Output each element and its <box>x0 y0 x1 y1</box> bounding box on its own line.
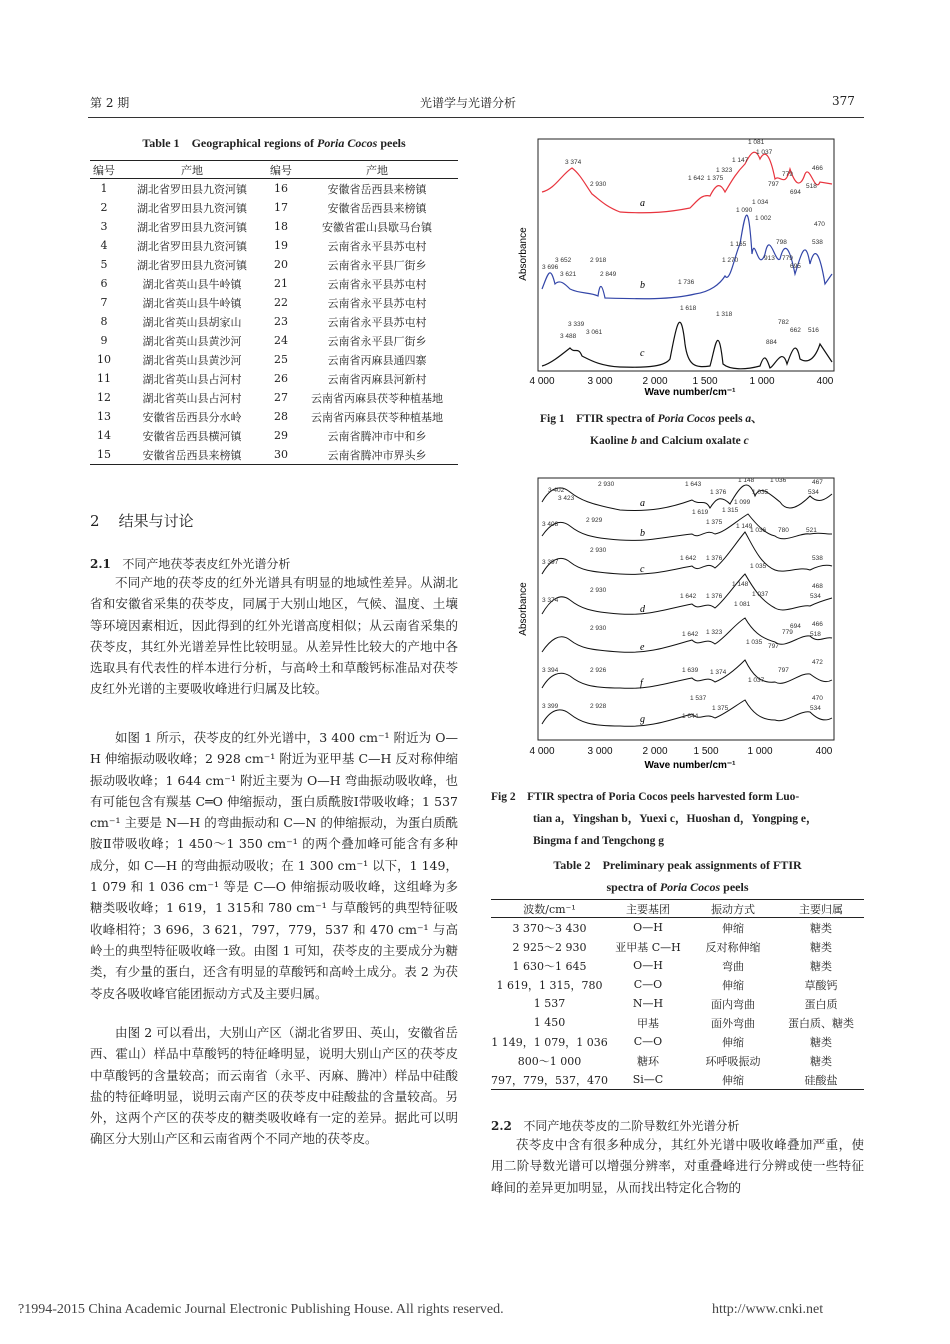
table2-cell: 弯曲 <box>721 959 744 973</box>
table1-cell: 8 <box>100 315 108 328</box>
table1-row <box>90 426 458 445</box>
table1-cell: 云南省永平县苏屯村 <box>327 296 427 310</box>
table2-cell: 糖类 <box>809 1054 832 1068</box>
fig2-peak-label: 3 394 <box>542 667 559 674</box>
table1-row <box>90 350 458 369</box>
fig1-peak-label: 662 <box>790 327 801 334</box>
fig2-peak-label: 1 374 <box>710 669 727 676</box>
table1-cell: 16 <box>274 182 288 195</box>
table1-row <box>90 274 458 293</box>
fig2-curve-label: d <box>640 604 645 615</box>
fig1-peak-label: 3 374 <box>565 159 582 166</box>
table1-row <box>90 312 458 331</box>
table1-cell: 云南省丙麻县茯苓种植基地 <box>311 391 443 405</box>
table2-cell: 糖环 <box>636 1054 659 1068</box>
table1-cell: 3 <box>100 220 108 233</box>
table1-cell: 云南省丙麻县通四寨 <box>327 353 427 367</box>
fig1-xtick: 1 500 <box>692 376 718 387</box>
fig1-xtick: 4 000 <box>529 376 555 387</box>
fig1-peak-label: 466 <box>812 165 823 172</box>
fig1-xtick: 2 000 <box>642 376 668 387</box>
fig1-xtick: 400 <box>816 376 834 387</box>
fig2-peak-label: 1 099 <box>734 499 751 506</box>
fig2-peak-label: 1 639 <box>682 667 699 674</box>
fig2-xtick: 400 <box>815 746 833 757</box>
table1-cell: 云南省腾冲市界头乡 <box>296 445 458 465</box>
fig1-ylabel: Absorbance <box>518 227 529 281</box>
table1-header: 编号 <box>90 161 118 179</box>
fig2-curve-f <box>542 660 832 688</box>
fig2-peak-label: 468 <box>812 583 823 590</box>
fig2-peak-label: 534 <box>808 489 819 496</box>
paragraph-4: 茯苓皮中含有很多种成分，其红外光谱中吸收峰叠加严重，使用二阶导数光谱可以增强分辨率，对重叠峰进行分辨或使一些特征峰间的差异更加明显，从而找出特定化合物的 <box>491 1137 864 1195</box>
fig2-peak-label: 1 376 <box>710 489 727 496</box>
fig1-peak-label: 2 918 <box>590 257 607 264</box>
table2-row <box>491 1013 864 1032</box>
fig2-peak-label: 472 <box>812 659 823 666</box>
table2-cell: 面外弯曲 <box>710 1016 755 1030</box>
table2-row <box>491 1051 864 1070</box>
fig1-peak-label: 1 037 <box>756 149 773 156</box>
table2-cell: 蛋白质、糖类 <box>787 1016 854 1030</box>
table1-row <box>90 198 458 217</box>
table2-header: 主要基团 <box>608 900 688 918</box>
fig2-peak-label: 1 036 <box>770 477 787 484</box>
table1-cell: 5 <box>100 258 108 271</box>
table1-cell: 2 <box>100 201 108 214</box>
table2-row <box>491 937 864 956</box>
fig1-peak-label: 779 <box>782 255 793 262</box>
fig2-peak-label: 3 374 <box>542 597 559 604</box>
table1-header: 产地 <box>118 161 266 179</box>
fig2-peak-label: 797 <box>778 667 789 674</box>
fig2-peak-label: 1 315 <box>722 507 739 514</box>
table2-cell: 环呼吸振动 <box>705 1054 761 1068</box>
fig1-curve-a <box>542 152 832 213</box>
table1-row <box>90 179 458 199</box>
fig1-curve-label-c: c <box>640 348 645 359</box>
fig1-peak-label: 1 002 <box>755 215 772 222</box>
table2-cell: 伸缩 <box>688 1070 778 1090</box>
table2-cell: N—H <box>632 997 664 1010</box>
fig1-peak-label: 884 <box>766 339 777 346</box>
fig1-peak-label: 1 736 <box>678 279 695 286</box>
table1-cell: 湖北省英山县占河村 <box>142 372 242 386</box>
table1-row <box>90 331 458 350</box>
table2-row <box>491 994 864 1013</box>
table1-cell: 安徽省岳西县来榜镇 <box>118 445 266 465</box>
fig2-peak-label: 1 619 <box>692 509 709 516</box>
fig1-peak-label: 3 621 <box>560 271 577 278</box>
fig2-xlabel: Wave number/cm⁻¹ <box>644 760 736 771</box>
fig2-peak-label: 3 399 <box>542 703 559 710</box>
table2-header: 主要归属 <box>778 900 864 918</box>
fig2-xtick: 4 000 <box>529 746 555 757</box>
table2-cell: 蛋白质 <box>804 997 838 1011</box>
section-heading: 2 结果与讨论 <box>90 512 194 530</box>
table1-header: 编号 <box>266 161 296 179</box>
fig2-peak-label: 3 408 <box>542 521 559 528</box>
table1-row <box>90 445 458 465</box>
fig1-peak-label: 782 <box>778 319 789 326</box>
table1-cell: 安徽省岳西县横河镇 <box>142 429 242 443</box>
table1-cell: 云南省永平县苏屯村 <box>327 315 427 329</box>
fig2-peak-label: 3 402 <box>548 487 565 494</box>
fig1-peak-label: 1 323 <box>716 167 733 174</box>
fig1-xtick: 3 000 <box>587 376 613 387</box>
fig2-curve-label: f <box>640 678 643 689</box>
table2-cell: 3 370～3 430 <box>512 921 587 935</box>
table2-row <box>491 1032 864 1051</box>
table2-cell: 硅酸盐 <box>778 1070 864 1090</box>
table1-cell: 18 <box>274 220 288 233</box>
table2-header: 振动方式 <box>688 900 778 918</box>
paragraph-1: 不同产地的茯苓皮的红外光谱具有明显的地域性差异。从湖北省和安徽省采集的茯苓皮，同属于大别山地区，气候、温度、土壤等环境因素相近，因此得到的红外光谱高度相似；从云南省采集的茯苓皮，其红外光谱差异性比较明显。从差异性比较大的产地中各选取具有代表性的样本进行分析，与高岭土和草酸钙标准品对茯苓皮红外光谱的主要吸收峰进行归属及比较。 <box>90 575 458 697</box>
table2-cell: 1 450 <box>533 1016 566 1029</box>
table2 <box>491 899 864 1090</box>
table1-cell: 13 <box>97 410 111 423</box>
table2-cell: 1 537 <box>533 997 566 1010</box>
fig1-peak-label: 1 081 <box>748 139 765 146</box>
fig1-peak-label: 1 147 <box>732 157 749 164</box>
fig2-peak-label: 1 035 <box>746 639 763 646</box>
fig2-peak-label: 467 <box>812 479 823 486</box>
fig1-peak-label: 1 090 <box>736 207 753 214</box>
table2-row <box>491 975 864 994</box>
fig2-peak-label: 1 081 <box>734 601 751 608</box>
fig2-curve-a <box>542 485 832 511</box>
header-page: 377 <box>832 94 855 108</box>
fig2-peak-label: 466 <box>812 621 823 628</box>
fig2-peak-label: 1 376 <box>706 593 723 600</box>
fig1-peak-label: 3 488 <box>560 333 577 340</box>
fig1-peak-label: 1 165 <box>730 241 747 248</box>
figure-2 <box>520 474 840 774</box>
table1 <box>90 160 458 465</box>
table1-cell: 湖北省英山县黄沙河 <box>142 334 242 348</box>
table1-cell: 1 <box>100 182 108 195</box>
fig2-peak-label: 797 <box>768 643 779 650</box>
table1-cell: 湖北省英山县胡家山 <box>142 315 242 329</box>
fig1-peak-label: 538 <box>812 239 823 246</box>
table2-cell: 糖类 <box>809 1035 832 1049</box>
fig2-peak-label: 1 375 <box>712 705 729 712</box>
footer-url[interactable]: http://www.cnki.net <box>712 1302 824 1317</box>
fig1-peak-label: 1 034 <box>752 199 769 206</box>
fig2-peak-label: 1 148 <box>738 477 755 484</box>
table1-row <box>90 407 458 426</box>
table2-cell: O—H <box>633 921 663 934</box>
table1-row <box>90 369 458 388</box>
table2-row <box>491 956 864 975</box>
fig2-peak-label: 521 <box>806 527 817 534</box>
table1-cell: 云南省丙麻县茯苓种植基地 <box>311 410 443 424</box>
fig1-peak-label: 695 <box>790 263 801 270</box>
table1-cell: 湖北省英山县占河村 <box>142 391 242 405</box>
table1-cell: 30 <box>266 445 296 465</box>
table2-cell: 甲基 <box>636 1016 659 1030</box>
fig1-peak-label: 3 696 <box>542 264 559 271</box>
table1-row <box>90 255 458 274</box>
fig2-xtick: 2 000 <box>642 746 668 757</box>
table1-cell: 湖北省罗田县九资河镇 <box>137 201 247 215</box>
table2-cell: C—O <box>633 1035 663 1048</box>
table1-cell: 湖北省罗田县九资河镇 <box>137 239 247 253</box>
table1-cell: 20 <box>274 258 288 271</box>
fig2-peak-label: 518 <box>810 631 821 638</box>
table2-cell: 糖类 <box>809 940 832 954</box>
table1-cell: 安徽省岳西县分水岭 <box>142 410 242 424</box>
fig1-peak-label: 1 375 <box>707 175 724 182</box>
table1-cell: 14 <box>97 429 111 442</box>
fig1-peak-label: 2 930 <box>590 181 607 188</box>
footer-copyright: ?1994-2015 China Academic Journal Electronic Publishing House. All rights reserved. <box>18 1302 504 1317</box>
table2-cell: O—H <box>633 959 663 972</box>
table1-cell: 10 <box>97 353 111 366</box>
table1-cell: 湖北省罗田县九资河镇 <box>137 258 247 272</box>
table2-cell: 797，779，537，470 <box>491 1070 608 1090</box>
fig2-peak-label: 1 376 <box>706 555 723 562</box>
fig2-peak-label: 2 930 <box>590 547 607 554</box>
fig2-peak-label: 534 <box>810 705 821 712</box>
table2-caption: Table 2 Preliminary peak assignments of FTIR spectra of Poria Cocos peels <box>553 858 802 894</box>
table1-cell: 25 <box>274 353 288 366</box>
paragraph-3: 由图 2 可以看出，大别山产区（湖北省罗田、英山，安徽省岳西、霍山）样品中草酸钙的特征峰明显，说明大别山产区的茯苓皮中草酸钙的含量较高；而云南省（永平、丙麻、腾冲）样品中硅酸盐的特征峰明显，说明云南产区的茯苓皮中硅酸盐的含量较高。另外，这两个产区的茯苓皮的糖类吸收峰有一定的差异。据此可以明确区分大别山产区和云南省两个不同产地的茯苓皮。 <box>90 1025 458 1147</box>
table2-cell: 1 630～1 645 <box>512 959 587 973</box>
table2-cell: 伸缩 <box>721 978 744 992</box>
subsection-2-1: 2.1 不同产地茯苓表皮红外光谱分析 <box>90 557 291 571</box>
header-rule <box>88 117 864 118</box>
fig2-peak-label: 2 930 <box>598 481 615 488</box>
fig2-curve-label: a <box>640 498 645 509</box>
table2-cell: 1 149，1 079，1 036 <box>491 1035 608 1049</box>
table1-cell: 6 <box>100 277 108 290</box>
fig2-xtick: 1 000 <box>747 746 773 757</box>
fig1-caption: Fig 1 FTIR spectra of Poria Cocos peels a、 Kaoline b and Calcium oxalate c <box>540 413 763 447</box>
fig1-peak-label: 1 270 <box>722 257 739 264</box>
fig2-curve-label: e <box>640 642 645 653</box>
table2-cell: C—O <box>633 978 663 991</box>
table2-cell: Si—C <box>608 1070 688 1090</box>
fig2-peak-label: 1 037 <box>748 677 765 684</box>
table1-cell: 27 <box>274 391 288 404</box>
table2-cell: 2 925～2 930 <box>512 940 587 954</box>
table1-row <box>90 388 458 407</box>
table1-cell: 17 <box>274 201 288 214</box>
fig1-peak-label: 797 <box>768 181 779 188</box>
fig2-peak-label: 3 397 <box>542 559 559 566</box>
fig1-curve-label-a: a <box>640 198 645 209</box>
fig1-peak-label: 2 849 <box>600 271 617 278</box>
fig2-peak-label: 1 375 <box>706 519 723 526</box>
table2-cell: 亚甲基 C—H <box>615 940 681 954</box>
fig2-peak-label: 1 643 <box>685 481 702 488</box>
table2-row <box>491 1070 864 1090</box>
fig2-peak-label: 1 036 <box>750 527 767 534</box>
fig2-peak-label: 538 <box>812 555 823 562</box>
fig1-peak-label: 3 652 <box>555 257 572 264</box>
fig2-peak-label: 2 930 <box>590 587 607 594</box>
fig2-caption: Fig 2 FTIR spectra of Poria Cocos peels harvested form Luo- tian a，Yingshan b，Yuexi c，Huoshan d，Yongping e， Bingma f and Tengchong g <box>491 791 818 847</box>
table2-cell: 1 619，1 315，780 <box>496 978 603 992</box>
table1-cell: 11 <box>97 372 111 385</box>
fig1-xtick: 1 000 <box>749 376 775 387</box>
table1-cell: 23 <box>274 315 288 328</box>
fig1-peak-label: 470 <box>814 221 825 228</box>
table1-cell: 云南省腾冲市中和乡 <box>327 429 427 443</box>
fig2-ylabel: Absorbance <box>518 582 529 636</box>
table2-cell: 伸缩 <box>721 1035 744 1049</box>
table2-cell: 面内弯曲 <box>710 997 755 1011</box>
fig2-peak-label: 1 642 <box>682 631 699 638</box>
figure-1 <box>520 134 840 396</box>
fig1-peak-label: 1 642 <box>688 175 705 182</box>
table1-row <box>90 217 458 236</box>
fig2-peak-label: 1 537 <box>690 695 707 702</box>
fig2-peak-label: 2 928 <box>590 703 607 710</box>
fig2-peak-label: 694 <box>790 623 801 630</box>
fig2-peak-label: 1 642 <box>680 593 697 600</box>
fig1-peak-label: 798 <box>776 239 787 246</box>
fig2-peak-label: 779 <box>782 629 793 636</box>
fig1-peak-label: 3 061 <box>586 329 603 336</box>
subsection-2-2: 2.2 不同产地茯苓皮的二阶导数红外光谱分析 <box>491 1119 740 1133</box>
table1-caption: Table 1 Geographical regions of Poria Cocos peels <box>142 136 406 150</box>
table1-cell: 19 <box>274 239 288 252</box>
fig1-peak-label: 518 <box>806 183 817 190</box>
table1-cell: 安徽省霍山县歇马台镇 <box>322 220 432 234</box>
fig2-peak-label: 1 148 <box>732 581 749 588</box>
table1-cell: 28 <box>274 410 288 423</box>
table1-cell: 7 <box>100 296 108 309</box>
header-journal: 光谱学与光谱分析 <box>420 96 517 110</box>
table1-cell: 22 <box>274 296 288 309</box>
table1-cell: 安徽省岳西县来榜镇 <box>327 201 427 215</box>
fig1-peak-label: 779 <box>782 171 793 178</box>
fig1-peak-label: 516 <box>808 327 819 334</box>
table1-cell: 4 <box>100 239 108 252</box>
fig2-peak-label: 1 035 <box>752 489 769 496</box>
table1-cell: 湖北省英山县牛岭镇 <box>142 296 242 310</box>
table1-cell: 云南省永平县厂街乡 <box>327 334 427 348</box>
fig2-peak-label: 1 037 <box>752 591 769 598</box>
fig1-peak-label: 1 318 <box>716 311 733 318</box>
table1-cell: 云南省永平县厂街乡 <box>327 258 427 272</box>
fig2-peak-label: 534 <box>810 593 821 600</box>
table1-cell: 安徽省岳西县来榜镇 <box>327 182 427 196</box>
fig2-peak-label: 1 323 <box>706 629 723 636</box>
table1-cell: 15 <box>90 445 118 465</box>
table2-cell: 糖类 <box>809 921 832 935</box>
table2-cell: 800～1 000 <box>517 1054 582 1068</box>
fig2-peak-label: 470 <box>812 695 823 702</box>
paragraph-2: 如图 1 所示，茯苓皮的红外光谱中，3 400 cm⁻¹ 附近为 O—H 伸缩振动吸收峰；2 928 cm⁻¹ 附近为亚甲基 C—H 反对称伸缩振动吸收峰；1 644 cm⁻¹ 附近主要为 O—H 弯曲振动吸收峰，也有可能包含有羰基 C═O 伸缩振动，蛋白质酰胺Ⅰ带吸收峰；1 537 cm⁻¹ 主要是 N—H 的弯曲振动和 C—N 的伸缩振动，为蛋白质酰胺Ⅱ带吸收峰；1 450～1 350 cm⁻¹ 的两个叠加峰可能含有多种成分，如 C—H 的弯曲振动吸收；在 1 300 cm⁻¹ 以下，1 149，1 079 和 1 036 cm⁻¹ 等是 C—O 伸缩振动吸收峰，这组峰为多糖类吸收峰；1 619，1 315和 780 cm⁻¹ 与草酸钙的典型特征吸收峰相符；3 696，3 621，797，779，537 和 470 cm⁻¹ 与高岭土的典型特征吸收峰一致。由图 1 可知，茯苓皮的主要成分为糖类，有少量的蛋白，还含有明显的草酸钙和高岭土成分。表 2 为茯苓皮各吸收峰官能团振动方式及主要归属。 <box>90 730 458 1001</box>
table2-cell: 糖类 <box>809 959 832 973</box>
table1-header: 产地 <box>296 161 458 179</box>
table1-row <box>90 293 458 312</box>
table2-cell: 伸缩 <box>721 921 744 935</box>
fig1-peak-label: 3 339 <box>568 321 585 328</box>
fig2-peak-label: 2 929 <box>586 517 603 524</box>
table1-cell: 云南省永平县苏屯村 <box>327 277 427 291</box>
fig2-peak-label: 1 035 <box>750 563 767 570</box>
table1-cell: 云南省丙麻县河新村 <box>327 372 427 386</box>
fig2-peak-label: 1 642 <box>680 555 697 562</box>
fig1-curve-label-b: b <box>640 280 645 291</box>
fig2-xtick: 3 000 <box>587 746 613 757</box>
fig2-peak-label: 1 149 <box>736 523 753 530</box>
fig1-peak-label: 694 <box>790 189 801 196</box>
fig2-peak-label: 1 644 <box>682 713 699 720</box>
fig1-peak-label: 1 618 <box>680 305 697 312</box>
table2-cell: 草酸钙 <box>804 978 838 992</box>
table2-header: 波数/cm⁻¹ <box>491 900 608 918</box>
fig2-curve-label: c <box>640 564 645 575</box>
table1-cell: 12 <box>97 391 111 404</box>
table1-cell: 24 <box>274 334 288 347</box>
table1-cell: 湖北省罗田县九资河镇 <box>137 220 247 234</box>
fig2-curve-label: g <box>640 714 645 725</box>
table1-cell: 9 <box>100 334 108 347</box>
table1-cell: 湖北省英山县牛岭镇 <box>142 277 242 291</box>
fig2-curve-label: b <box>640 528 645 539</box>
fig2-peak-label: 2 930 <box>590 625 607 632</box>
table2-row <box>491 918 864 938</box>
table1-cell: 26 <box>274 372 288 385</box>
fig1-peak-label: 913 <box>764 255 775 262</box>
table1-cell: 29 <box>274 429 288 442</box>
header-issue: 第 2 期 <box>90 96 130 110</box>
fig2-xtick: 1 500 <box>693 746 719 757</box>
fig2-peak-label: 780 <box>778 527 789 534</box>
fig1-xlabel: Wave number/cm⁻¹ <box>644 387 736 398</box>
fig2-peak-label: 2 926 <box>590 667 607 674</box>
table1-cell: 湖北省罗田县九资河镇 <box>137 182 247 196</box>
table1-cell: 云南省永平县苏屯村 <box>327 239 427 253</box>
table1-row <box>90 236 458 255</box>
table1-cell: 湖北省英山县黄沙河 <box>142 353 242 367</box>
table2-cell: 反对称伸缩 <box>705 940 761 954</box>
table1-cell: 21 <box>274 277 288 290</box>
fig2-peak-label: 3 423 <box>558 495 575 502</box>
